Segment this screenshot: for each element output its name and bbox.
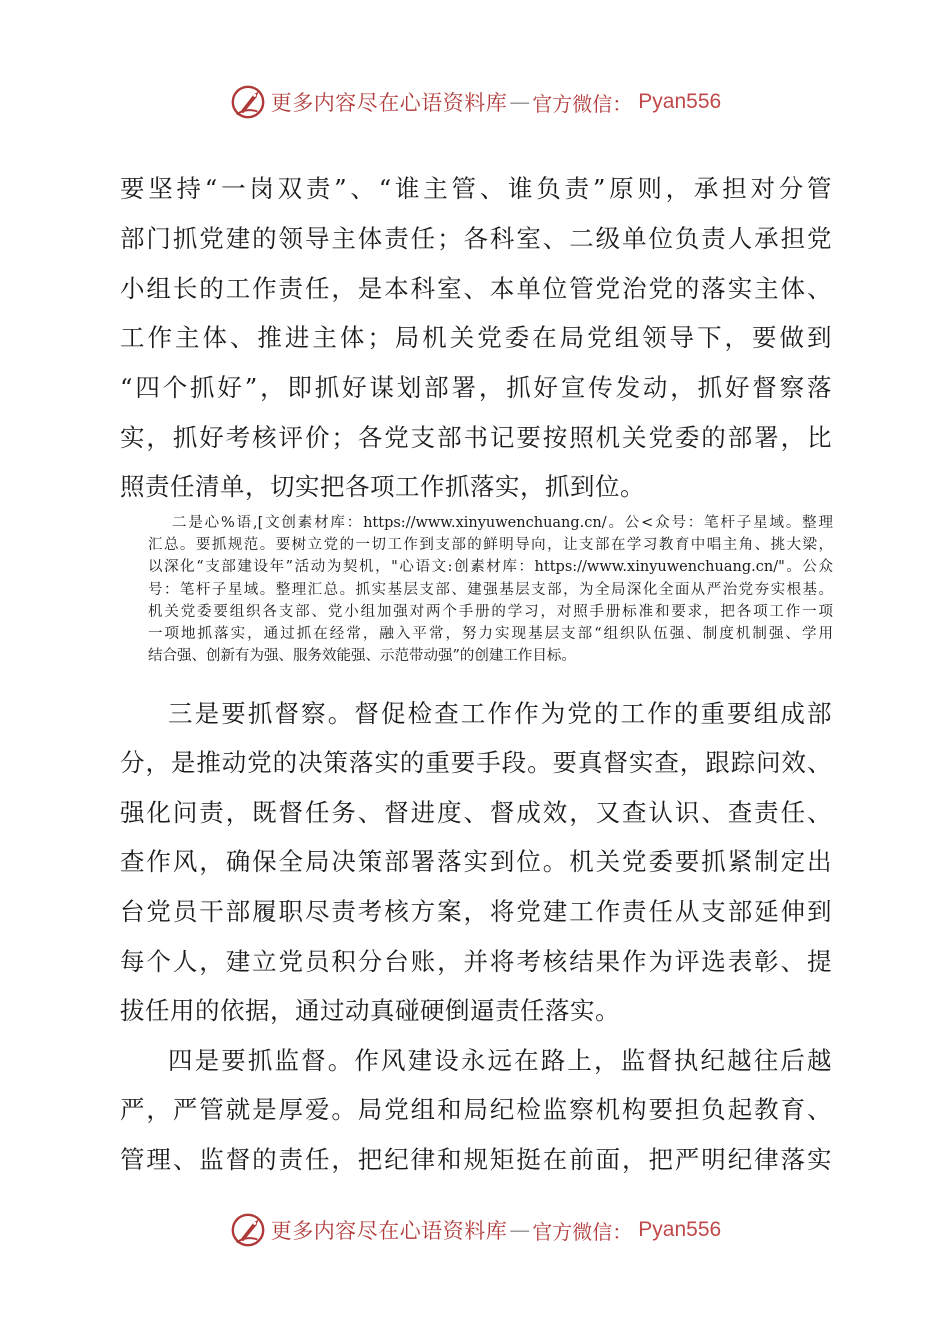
inserted-paragraph [148, 512, 833, 667]
text-line: 部门抓党建的领导主体责任；各科室、二级单位负责人承担党 [120, 224, 832, 253]
banner-title: 更多内容尽在心语资料库 [270, 1219, 508, 1243]
small-text-line: 二是心%语,[文创素材库：https://www.xinyuwenchuang.cn/。公<众号：笔杆子星域。整理 [172, 515, 833, 531]
small-text-line: 汇总。要抓规范。要树立党的一切工作到支部的鲜明导向，让支部在学习教育中唱主角、挑大梁， [148, 537, 833, 554]
pen-nib-logo-icon [229, 1211, 267, 1249]
small-text-line: 结合强、创新有为强、服务效能强、示范带动强”的创建工作目标。 [148, 648, 576, 665]
banner-official-label: 官方微信： [532, 91, 633, 116]
text-line: 强化问责，既督任务、督进度、督成效，又查认识、查责任、 [120, 798, 832, 827]
header-banner [0, 80, 950, 124]
footer-banner [0, 1208, 950, 1252]
banner-wechat-id: Pyan556 [638, 90, 722, 113]
text-line: 分，是推动党的决策落实的重要手段。要真督实查，跟踪问效、 [120, 748, 832, 777]
text-line: 小组长的工作责任，是本科室、本单位管党治党的落实主体、 [120, 274, 832, 303]
pen-nib-logo-icon [229, 83, 267, 121]
text-line: 拔任用的依据，通过动真碰硬倒逼责任落实。 [120, 996, 620, 1025]
small-text-line: 机关党委要组织各支部、党小组加强对两个手册的学习，对照手册标准和要求，把各项工作一项 [148, 603, 833, 620]
small-text-line: 号：笔杆子星域。整理汇总。抓实基层支部、建强基层支部，为全局深化全面从严治党夯实根基。 [148, 581, 833, 598]
text-line: 管理、监督的责任，把纪律和规矩挺在前面，把严明纪律落实 [120, 1145, 832, 1174]
banner-official-label: 官方微信： [532, 1219, 633, 1244]
small-text-line: 以深化“支部建设年”活动为契机，"心语文:创素材库：https://www.xinyuwenchuang.cn/"。公众 [148, 559, 833, 576]
text-line: 照责任清单，切实把各项工作抓落实，抓到位。 [120, 472, 645, 501]
text-line: 每个人，建立党员积分台账，并将考核结果作为评选表彰、提 [120, 947, 832, 976]
banner-separator: — [509, 90, 531, 114]
text-line: 四是要抓监督。作风建设永远在路上，监督执纪越往后越 [168, 1046, 832, 1075]
text-line: 实，抓好考核评价；各党支部书记要按照机关党委的部署，比 [120, 423, 832, 452]
text-line: 工作主体、推进主体；局机关党委在局党组领导下，要做到 [120, 323, 832, 352]
text-line: 要坚持“一岗双责”、“谁主管、谁负责”原则，承担对分管 [120, 174, 832, 203]
small-text-line: 一项地抓落实，通过抓在经常，融入平常，努力实现基层支部“组织队伍强、制度机制强、学用 [148, 626, 833, 643]
banner-title: 更多内容尽在心语资料库 [270, 91, 508, 115]
banner-separator: — [509, 1218, 531, 1242]
text-line: 台党员干部履职尽责考核方案，将党建工作责任从支部延伸到 [120, 897, 832, 926]
text-line: 严，严管就是厚爱。局党组和局纪检监察机构要担负起教育、 [120, 1095, 832, 1124]
text-line: “四个抓好”，即抓好谋划部署，抓好宣传发动，抓好督察落 [120, 373, 832, 402]
banner-wechat-id: Pyan556 [638, 1218, 722, 1241]
text-line: 三是要抓督察。督促检查工作作为党的工作的重要组成部 [168, 699, 832, 728]
text-line: 查作风，确保全局决策部署落实到位。机关党委要抓紧制定出 [120, 847, 832, 876]
